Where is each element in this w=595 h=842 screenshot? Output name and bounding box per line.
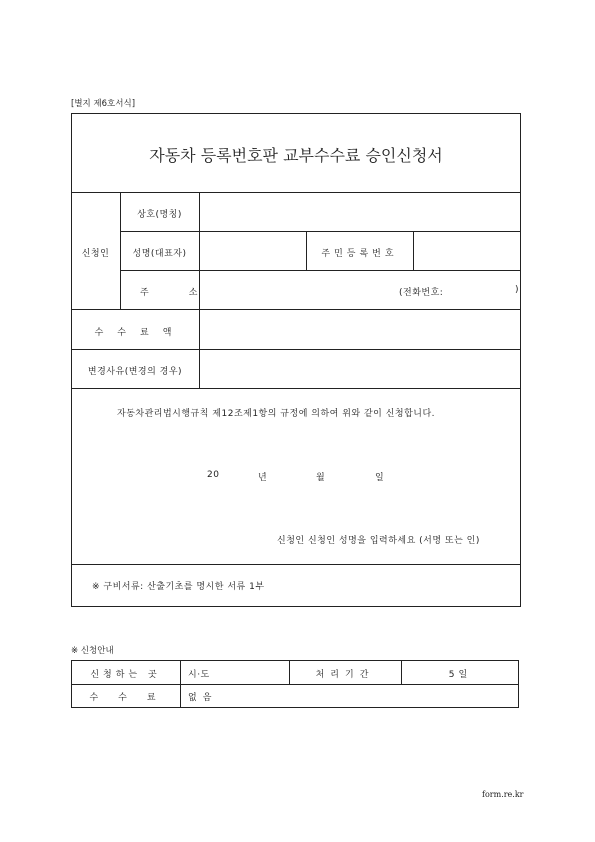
office-value: 시·도 bbox=[188, 670, 210, 680]
trade-name-label: 상호(명칭) bbox=[137, 210, 182, 220]
resident-no-field[interactable] bbox=[414, 232, 520, 269]
applicant-group-label: 신청인 bbox=[81, 249, 110, 259]
phone-close: ) bbox=[515, 285, 520, 295]
trade-name-field[interactable] bbox=[200, 193, 520, 230]
date-year: 년 bbox=[258, 473, 268, 483]
period-value: 5일 bbox=[448, 670, 472, 680]
date-month: 월 bbox=[316, 473, 326, 483]
rep-name-label: 성명(대표자) bbox=[132, 249, 187, 259]
date-year-prefix: 20 bbox=[207, 470, 220, 480]
date-day: 일 bbox=[375, 473, 385, 483]
fee-value: 없음 bbox=[188, 693, 218, 703]
statement-text: 자동차관리법시행규칙 제12조제1항의 규정에 의하여 위와 같이 신청합니다. bbox=[117, 409, 436, 419]
resident-no-label: 주민등록번호 bbox=[321, 249, 398, 259]
footer-source: form.re.kr bbox=[482, 790, 524, 799]
fee-amount-label: 수수료액 bbox=[94, 328, 186, 338]
divider bbox=[71, 564, 521, 565]
form-title: 자동차 등록번호판 교부수수료 승인신청서 bbox=[149, 146, 443, 165]
signature-line[interactable]: 신청인 신청인 성명을 입력하세요 (서명 또는 인) bbox=[277, 536, 480, 546]
attachments-note: ※ 구비서류: 산출기초를 명시한 서류 1부 bbox=[92, 582, 265, 592]
divider bbox=[71, 684, 519, 685]
address-label: 주소 bbox=[140, 288, 238, 298]
form-label: [별지 제6호서식] bbox=[71, 99, 136, 109]
guide-heading: ※ 신청안내 bbox=[71, 646, 114, 656]
divider bbox=[71, 388, 521, 389]
address-field[interactable] bbox=[200, 271, 520, 308]
change-reason-field[interactable] bbox=[200, 350, 520, 387]
rep-name-field[interactable] bbox=[200, 232, 305, 269]
period-label: 처리기간 bbox=[315, 670, 375, 680]
change-reason-label: 변경사유(변경의 경우) bbox=[87, 367, 183, 377]
phone-label: (전화번호: bbox=[399, 288, 444, 298]
fee-label: 수수료 bbox=[89, 693, 176, 703]
fee-amount-field[interactable] bbox=[200, 310, 520, 348]
divider bbox=[180, 660, 181, 708]
office-label: 신청하는 곳 bbox=[90, 670, 161, 680]
